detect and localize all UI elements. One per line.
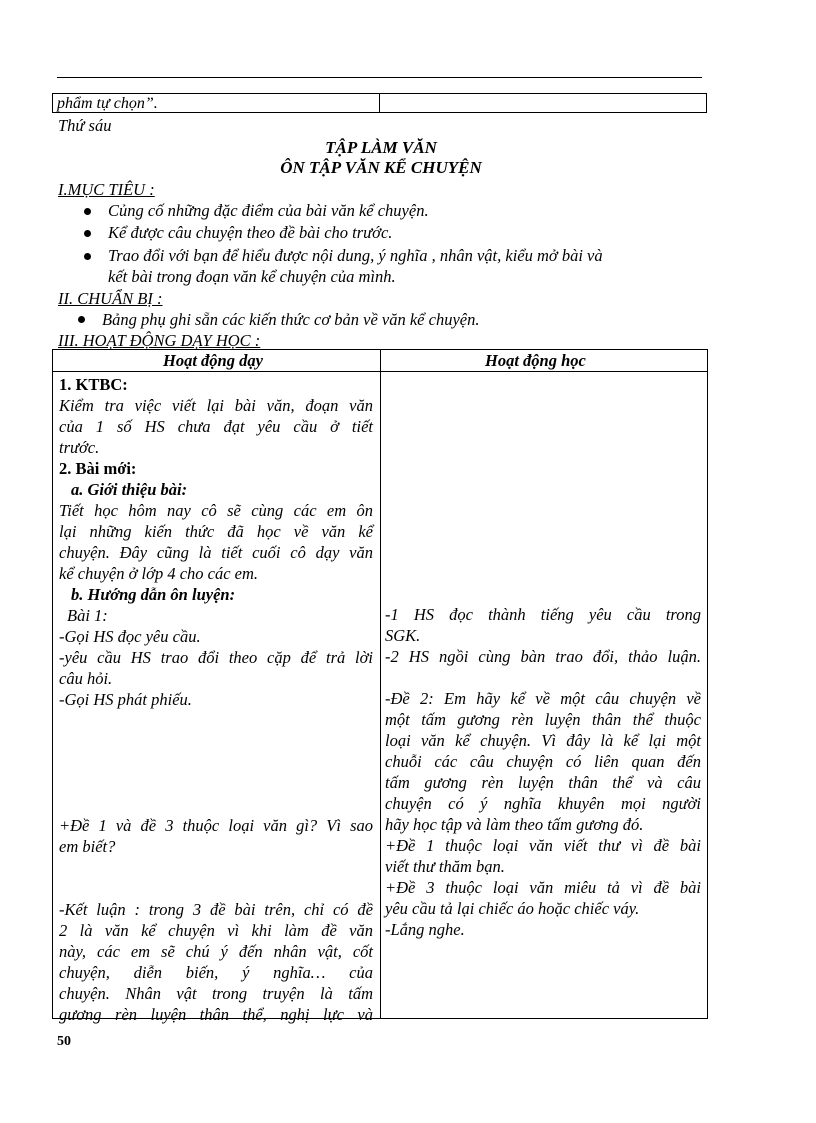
teacher-line-practice-heading: b. Hướng dẫn ôn luyện: (71, 585, 236, 604)
student-line: loại văn kể chuyện. Vì đây là kể lại một (385, 731, 701, 750)
teacher-line-new-lesson-heading: 2. Bài mới: (59, 459, 137, 478)
student-line: một tấm gương rèn luyện thân thể thuộc (385, 710, 701, 729)
previous-table-left-cell: phẩm tự chọn”. (57, 95, 158, 112)
student-line: viết thư thăm bạn. (385, 857, 505, 876)
student-column-spacer (385, 667, 701, 688)
teacher-line: em biết? (59, 837, 116, 856)
teacher-line: -Gọi HS đọc yêu cầu. (59, 627, 201, 646)
subject-title: TẬP LÀM VĂN (325, 138, 437, 157)
bullet-icon (84, 230, 91, 237)
previous-table-divider (379, 94, 380, 112)
teacher-column-spacer (59, 710, 373, 815)
teacher-line: chuyện. Đây cũng là tiết cuối cô dạy văn (59, 543, 373, 562)
table-column-divider (380, 350, 381, 1018)
student-line: chuyện có ý nghĩa khuyên mọi người (385, 794, 701, 813)
teacher-line-kiem-tra-heading: 1. KTBC: (59, 375, 128, 394)
bullet-icon (84, 253, 91, 260)
teacher-line-exercise-label: Bài 1: (67, 606, 108, 625)
teacher-line: này, các em sẽ chú ý đến nhân vật, cốt (59, 942, 373, 961)
teacher-line: -Gọi HS phát phiếu. (59, 690, 192, 709)
teacher-line: câu hỏi. (59, 669, 113, 688)
objective-item-3: Trao đổi với bạn để hiểu được nội dung, ý nghĩa , nhân vật, kiểu mở bài và (108, 246, 603, 265)
student-line: -2 HS ngồi cùng bàn trao đổi, thảo luận. (385, 647, 701, 666)
day-label: Thứ sáu (58, 116, 112, 135)
teacher-line: +Đề 1 và đề 3 thuộc loại văn gì? Vì sao (59, 816, 373, 835)
teacher-line: chuyện, diễn biến, ý nghĩa… của (59, 963, 373, 982)
teacher-column-spacer (59, 857, 373, 899)
bullet-icon (78, 316, 85, 323)
student-line: -1 HS đọc thành tiếng yêu cầu trong (385, 605, 701, 624)
student-line: SGK. (385, 626, 421, 645)
teacher-line: kể chuyện ở lớp 4 cho các em. (59, 564, 259, 583)
section-activities-heading: III. HOẠT ĐỘNG DẠY HỌC : (58, 331, 261, 350)
objective-item-2: Kể được câu chuyện theo đề bài cho trước. (108, 223, 393, 242)
teacher-line: của 1 số HS chưa đạt yêu cầu ở tiết (59, 417, 373, 436)
previous-table-row (52, 93, 707, 113)
teacher-line: chuyện. Nhân vật trong truyện là tấm (59, 984, 373, 1003)
student-line: -Lắng nghe. (385, 920, 465, 939)
lesson-title: ÔN TẬP VĂN KỂ CHUYỆN (280, 158, 482, 177)
student-line: chuỗi các câu chuyện có liên quan đến (385, 752, 701, 771)
header-rule (57, 77, 702, 78)
teacher-line: lại những kiến thức đã học về văn kể (59, 522, 373, 541)
teacher-line: Tiết học hôm nay cô sẽ cùng các em ôn (59, 501, 373, 520)
page-number: 50 (57, 1034, 71, 1049)
teacher-line: 2 là văn kể chuyện vì khi làm đề văn (59, 921, 373, 940)
bullet-icon (84, 208, 91, 215)
section-preparation-heading: II. CHUẨN BỊ : (58, 289, 163, 308)
section-objectives-heading: I.MỤC TIÊU : (58, 180, 155, 199)
student-line: +Đề 1 thuộc loại văn viết thư vì đề bài (385, 836, 701, 855)
column-header-student: Hoạt động học (485, 351, 586, 370)
student-line: +Đề 3 thuộc loại văn miêu tả vì đề bài (385, 878, 701, 897)
objective-item-1: Củng cố những đặc điểm của bài văn kể chuyện. (108, 201, 429, 220)
teacher-line: trước. (59, 438, 100, 457)
student-line: yêu cầu tả lại chiếc áo hoặc chiếc váy. (385, 899, 640, 918)
student-line: -Đề 2: Em hãy kể về một câu chuyện về (385, 689, 701, 708)
teacher-line: Kiểm tra việc viết lại bài văn, đoạn văn (59, 396, 373, 415)
teacher-line-introduction-heading: a. Giới thiệu bài: (71, 480, 188, 499)
preparation-item-1: Bảng phụ ghi sẵn các kiến thức cơ bản về văn kể chuyện. (102, 310, 480, 329)
student-line: tấm gương rèn luyện thân thể và câu (385, 773, 701, 792)
column-header-teacher: Hoạt động dạy (163, 351, 263, 370)
student-line: hãy học tập và làm theo tấm gương đó. (385, 815, 644, 834)
teacher-line: -Kết luận : trong 3 đề bài trên, chỉ có đề (59, 900, 373, 919)
activities-table (52, 349, 708, 1024)
objective-item-3-cont: kết bài trong đoạn văn kể chuyện của mình. (108, 267, 396, 286)
teacher-column (59, 374, 373, 1025)
teacher-line: -yêu cầu HS trao đổi theo cặp để trả lời (59, 648, 373, 667)
teacher-line: gương rèn luyện thân thể, nghị lực và (59, 1005, 373, 1024)
table-header-divider (53, 371, 707, 372)
student-column (385, 604, 701, 940)
